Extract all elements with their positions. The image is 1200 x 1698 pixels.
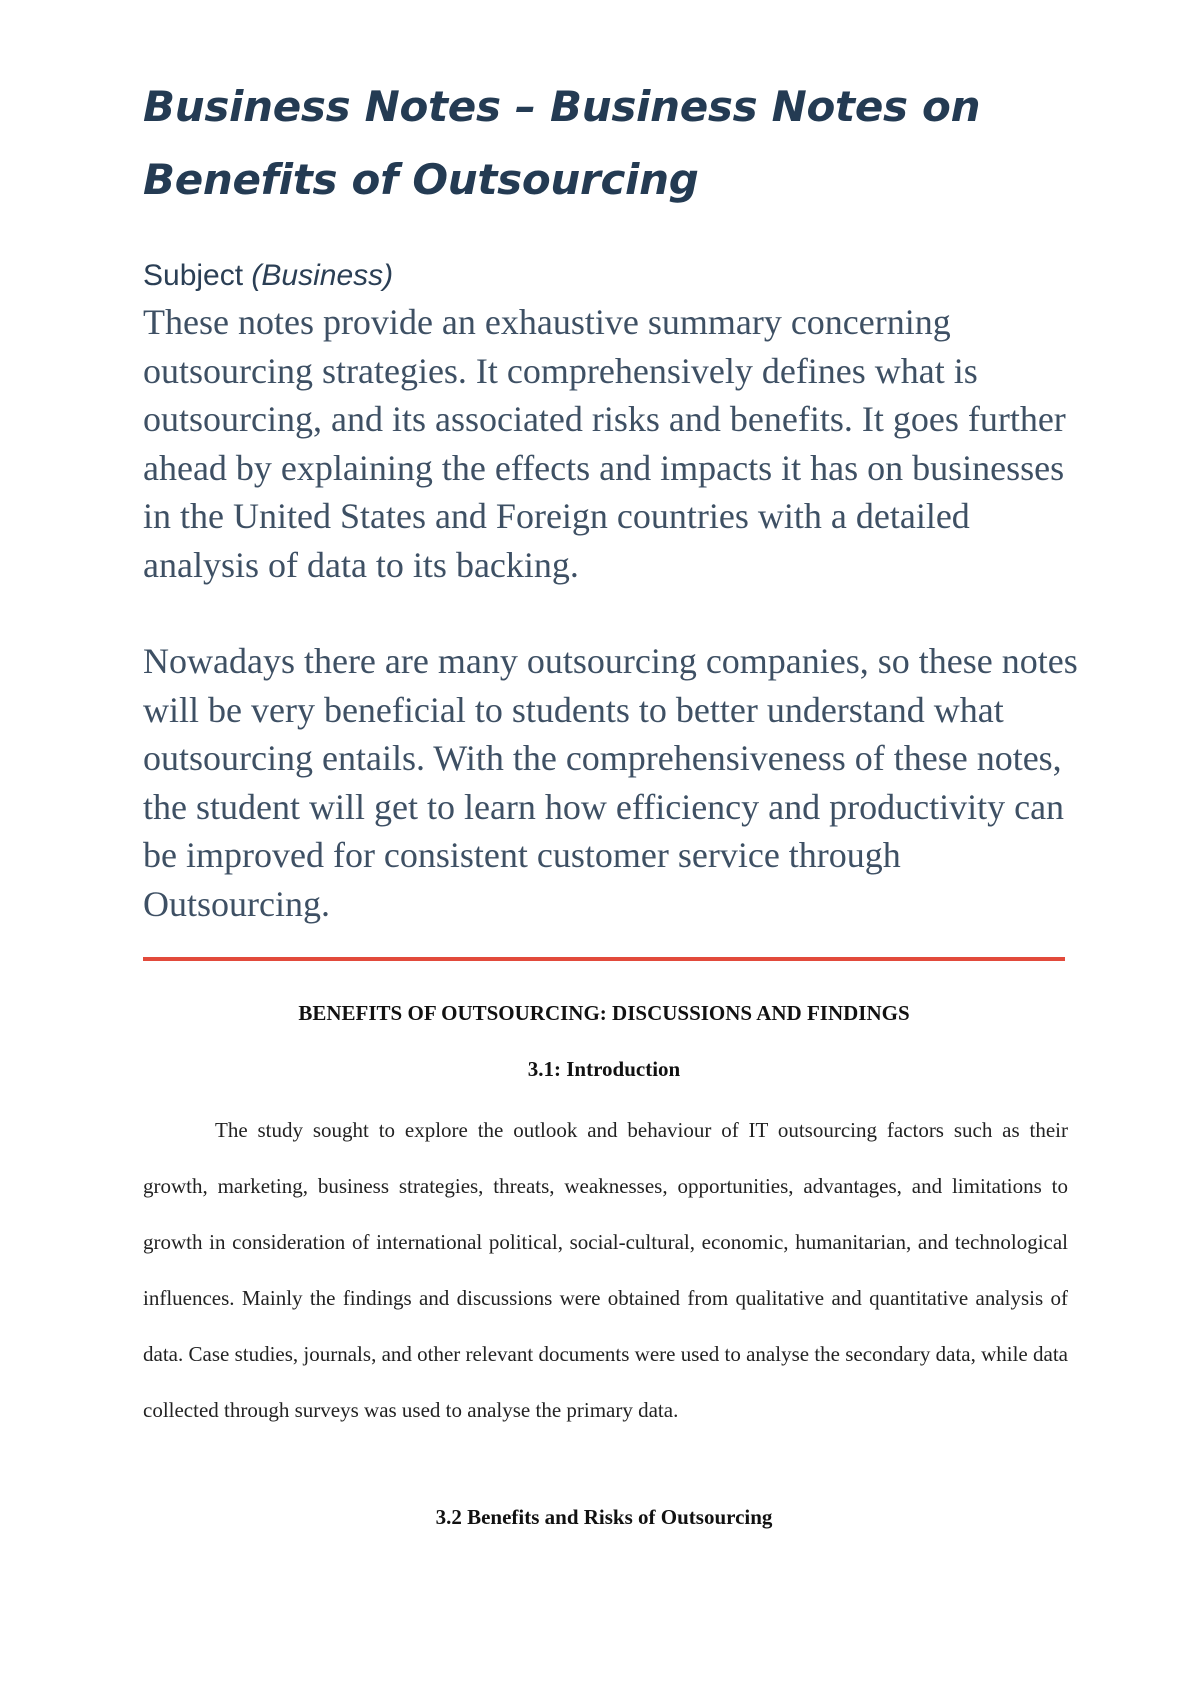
subject-value: (Business): [251, 259, 394, 292]
section-divider: [143, 957, 1065, 961]
subsection-heading-introduction: 3.1: Introduction: [527, 1057, 681, 1081]
section-heading: BENEFITS OF OUTSOURCING: DISCUSSIONS AND FINDINGS: [298, 1001, 910, 1025]
subject-label: Subject: [143, 259, 244, 292]
intro-summary: [143, 298, 1083, 928]
body-paragraph: The study sought to explore the outlook and behaviour of IT outsourcing factors such as their growth, marketing, business strategies, threats, weaknesses, opportunities, advantages, and limitations to growth in consideration of international political, social-cultural, economic, humanitarian, and technological influences. Mainly the findings and discussions were obtained from qualitative and quantitative analysis of data. Case studies, journals, and other relevant documents were used to analyse the secondary data, while data collected through surveys was used to analyse the primary data.: [143, 1118, 1068, 1422]
subject-line: [143, 258, 393, 294]
document-title: Business Notes – Business Notes on Benefits of Outsourcing: [143, 82, 981, 204]
subsection-heading-benefits: 3.2 Benefits and Risks of Outsourcing: [435, 1505, 773, 1529]
intro-paragraph-2: Nowadays there are many outsourcing companies, so these notes will be very beneficial to students to better understand what outsourcing entails. With the comprehensiveness of these notes, the student will get to learn how efficiency and productivity can be improved for consistent customer service through Outsourcing.: [143, 641, 1078, 924]
intro-paragraph-1: These notes provide an exhaustive summary concerning outsourcing strategies. It comprehensively defines what is outsourcing, and its associated risks and benefits. It goes further ahead by explaining the effects and impacts it has on businesses in the United States and Foreign countries with a detailed analysis of data to its backing.: [143, 302, 1066, 585]
